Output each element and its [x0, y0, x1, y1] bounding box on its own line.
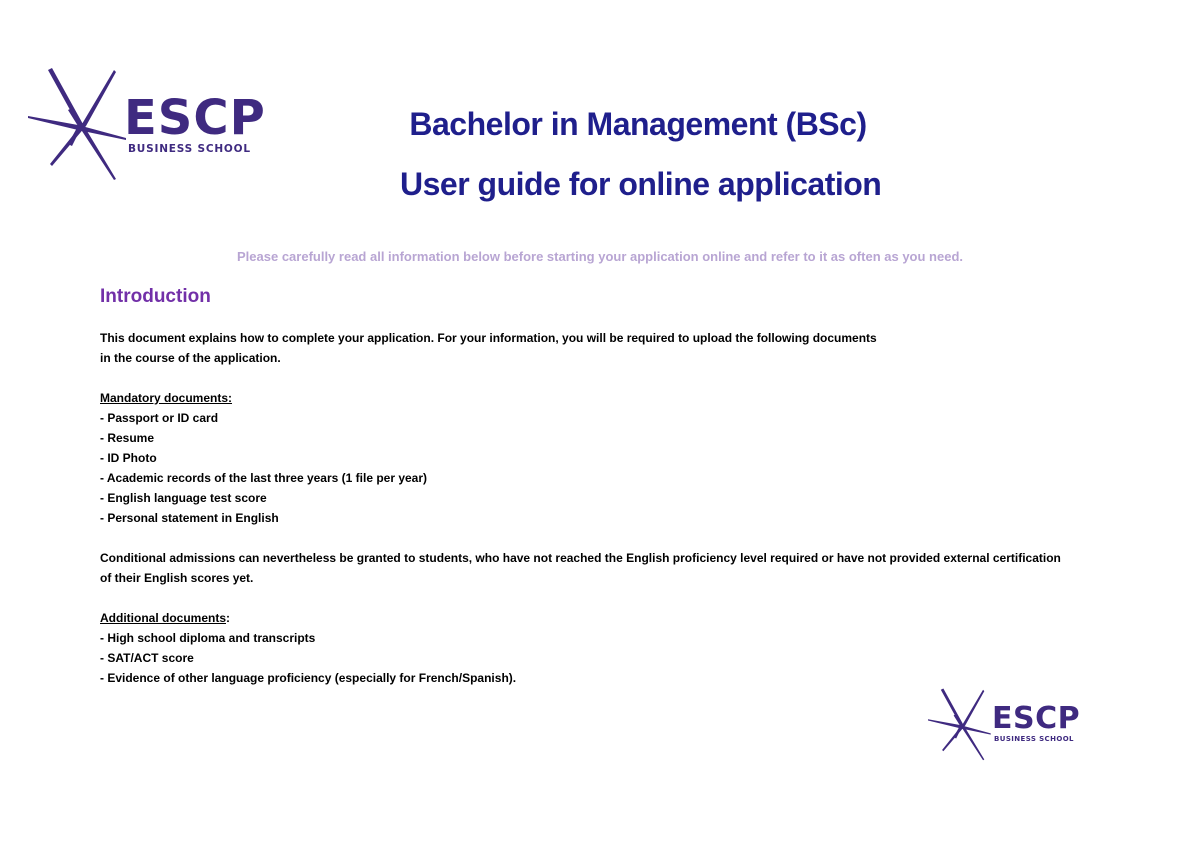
reading-notice: Please carefully read all information below before starting your application online and refer to it as often as you need.: [237, 249, 963, 264]
list-item: - Resume: [100, 431, 155, 445]
list-item: - Personal statement in English: [100, 511, 279, 525]
document-subtitle: User guide for online application: [400, 166, 882, 202]
escp-star-icon: [928, 688, 992, 762]
additional-documents-label: Additional documents: [100, 611, 226, 625]
list-item: - SAT/ACT score: [100, 651, 194, 665]
section-heading-introduction: Introduction: [100, 286, 211, 307]
logo-subtitle: BUSINESS SCHOOL: [128, 143, 251, 155]
list-item: - English language test score: [100, 491, 267, 505]
list-item: - ID Photo: [100, 451, 157, 465]
introduction-body: [100, 328, 1100, 688]
intro-text-line: in the course of the application.: [100, 351, 281, 365]
escp-star-icon: [28, 68, 128, 182]
document-title: Bachelor in Management (BSc): [409, 106, 867, 142]
conditional-admission-text: of their English scores yet.: [100, 571, 254, 585]
list-item: - Evidence of other language proficiency (especially for French/Spanish).: [100, 671, 517, 685]
mandatory-documents-heading: Mandatory documents:: [100, 391, 233, 405]
escp-logo-bottom: [928, 688, 1088, 762]
logo-wordmark: ESCP: [124, 90, 266, 146]
escp-logo-top: [28, 68, 273, 182]
intro-text-line: This document explains how to complete your application. For your information, you will be required to upload the following documents: [100, 331, 877, 345]
heading-colon: :: [226, 611, 230, 625]
list-item: - High school diploma and transcripts: [100, 631, 316, 645]
conditional-admission-text: Conditional admissions can nevertheless be granted to students, who have not reached the English proficiency level required or have not provided external certification: [100, 551, 1061, 565]
logo-subtitle: BUSINESS SCHOOL: [994, 735, 1074, 743]
list-item: - Academic records of the last three years (1 file per year): [100, 471, 428, 485]
list-item: - Passport or ID card: [100, 411, 219, 425]
logo-wordmark: ESCP: [992, 701, 1081, 736]
additional-documents-heading: [100, 608, 1100, 628]
